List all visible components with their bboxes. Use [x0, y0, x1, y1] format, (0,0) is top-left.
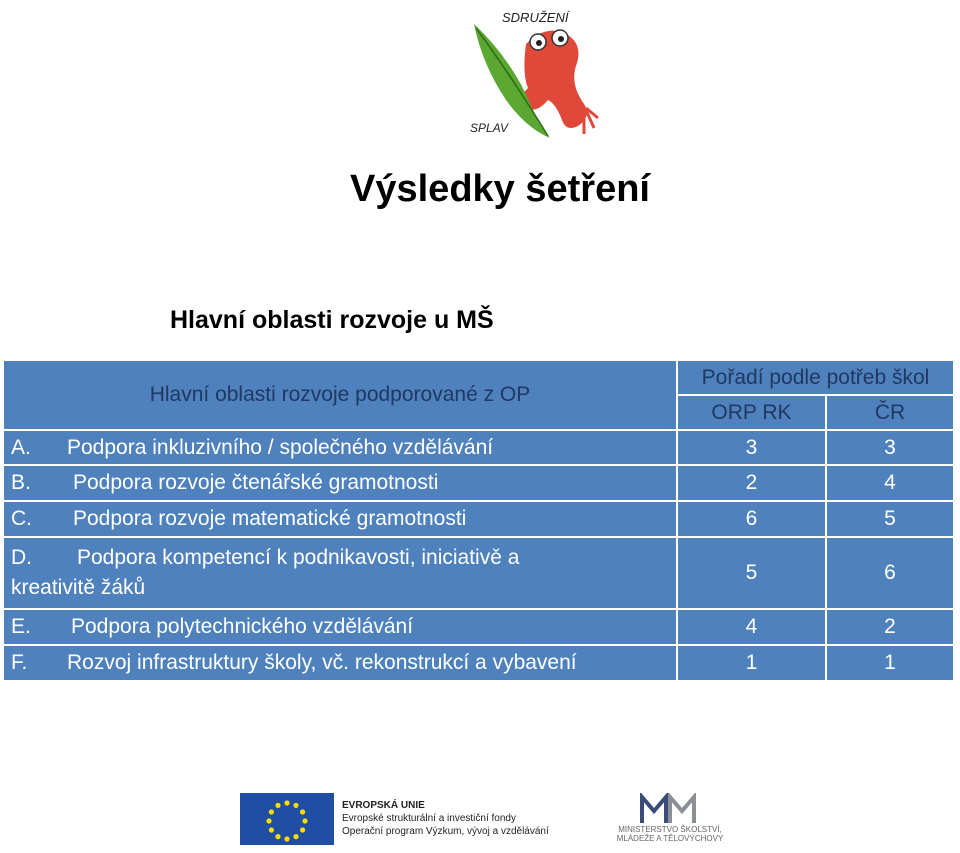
- table-row: [3, 430, 954, 465]
- row-letter: A.: [11, 435, 31, 459]
- row-text-continued: kreativitě žáků: [11, 576, 146, 599]
- eu-flag-icon: [240, 793, 334, 845]
- table-row: [3, 609, 954, 645]
- row-cr: 6: [826, 537, 954, 609]
- row-label: [3, 465, 677, 501]
- table-row: [3, 501, 954, 537]
- msmt-emblem-icon: [610, 793, 730, 825]
- table-header-row: [3, 360, 954, 395]
- logo-text-top: SDRUŽENÍ: [502, 10, 569, 25]
- row-text: Podpora rozvoje čtenářské gramotnosti: [73, 471, 439, 494]
- row-label: [3, 609, 677, 645]
- eu-line2: Evropské strukturální a investiční fondy: [342, 813, 516, 824]
- table-row: [3, 645, 954, 681]
- eu-line1: EVROPSKÁ UNIE: [342, 800, 425, 811]
- row-orp: 5: [677, 537, 826, 609]
- row-text: Podpora kompetencí k podnikavosti, iniciativě a: [77, 546, 520, 569]
- eu-line3: Operační program Výzkum, vývoj a vzdělávání: [342, 826, 549, 837]
- row-label: [3, 645, 677, 681]
- row-cr: 3: [826, 430, 954, 465]
- msmt-line2: MLÁDEŽE A TĚLOVÝCHOVY: [616, 834, 724, 843]
- row-orp: 3: [677, 430, 826, 465]
- table-row: [3, 537, 954, 609]
- row-cr: 2: [826, 609, 954, 645]
- header-rank: Pořadí podle potřeb škol: [677, 360, 954, 395]
- funding-footer: [240, 793, 740, 849]
- row-orp: 4: [677, 609, 826, 645]
- row-cr: 1: [826, 645, 954, 681]
- results-table: [2, 359, 955, 682]
- row-label: [3, 501, 677, 537]
- header-area: Hlavní oblasti rozvoje podporované z OP: [3, 360, 677, 430]
- row-label: [3, 537, 677, 609]
- frog-toes: [584, 108, 598, 134]
- eu-text: [342, 799, 549, 838]
- row-orp: 6: [677, 501, 826, 537]
- msmt-logo: [610, 793, 730, 849]
- row-text: Podpora inkluzivního / společného vzdělávání: [67, 435, 494, 459]
- row-label: [3, 430, 677, 465]
- row-letter: B.: [11, 471, 31, 494]
- row-cr: 4: [826, 465, 954, 501]
- frog-pupil-right: [558, 36, 564, 42]
- logo-text-bottom: SPLAV: [470, 121, 509, 135]
- row-letter: F.: [11, 651, 28, 674]
- row-cr: 5: [826, 501, 954, 537]
- row-letter: E.: [11, 615, 31, 638]
- frog-pupil-left: [536, 40, 542, 46]
- row-text: Podpora polytechnického vzdělávání: [71, 615, 414, 638]
- msmt-text: [610, 825, 730, 843]
- row-orp: 1: [677, 645, 826, 681]
- msmt-line1: MINISTERSTVO ŠKOLSTVÍ,: [618, 825, 722, 834]
- splav-logo: [466, 4, 616, 142]
- header-col-cr: ČR: [826, 395, 954, 430]
- table-row: [3, 465, 954, 501]
- row-letter: D.: [11, 546, 32, 569]
- row-text: Podpora rozvoje matematické gramotnosti: [73, 507, 467, 530]
- section-subtitle: Hlavní oblasti rozvoje u MŠ: [170, 306, 494, 334]
- page-title: Výsledky šetření: [350, 168, 650, 210]
- header-col-orp: ORP RK: [677, 395, 826, 430]
- row-letter: C.: [11, 507, 32, 530]
- row-text: Rozvoj infrastruktury školy, vč. rekonstrukcí a vybavení: [67, 651, 577, 674]
- row-orp: 2: [677, 465, 826, 501]
